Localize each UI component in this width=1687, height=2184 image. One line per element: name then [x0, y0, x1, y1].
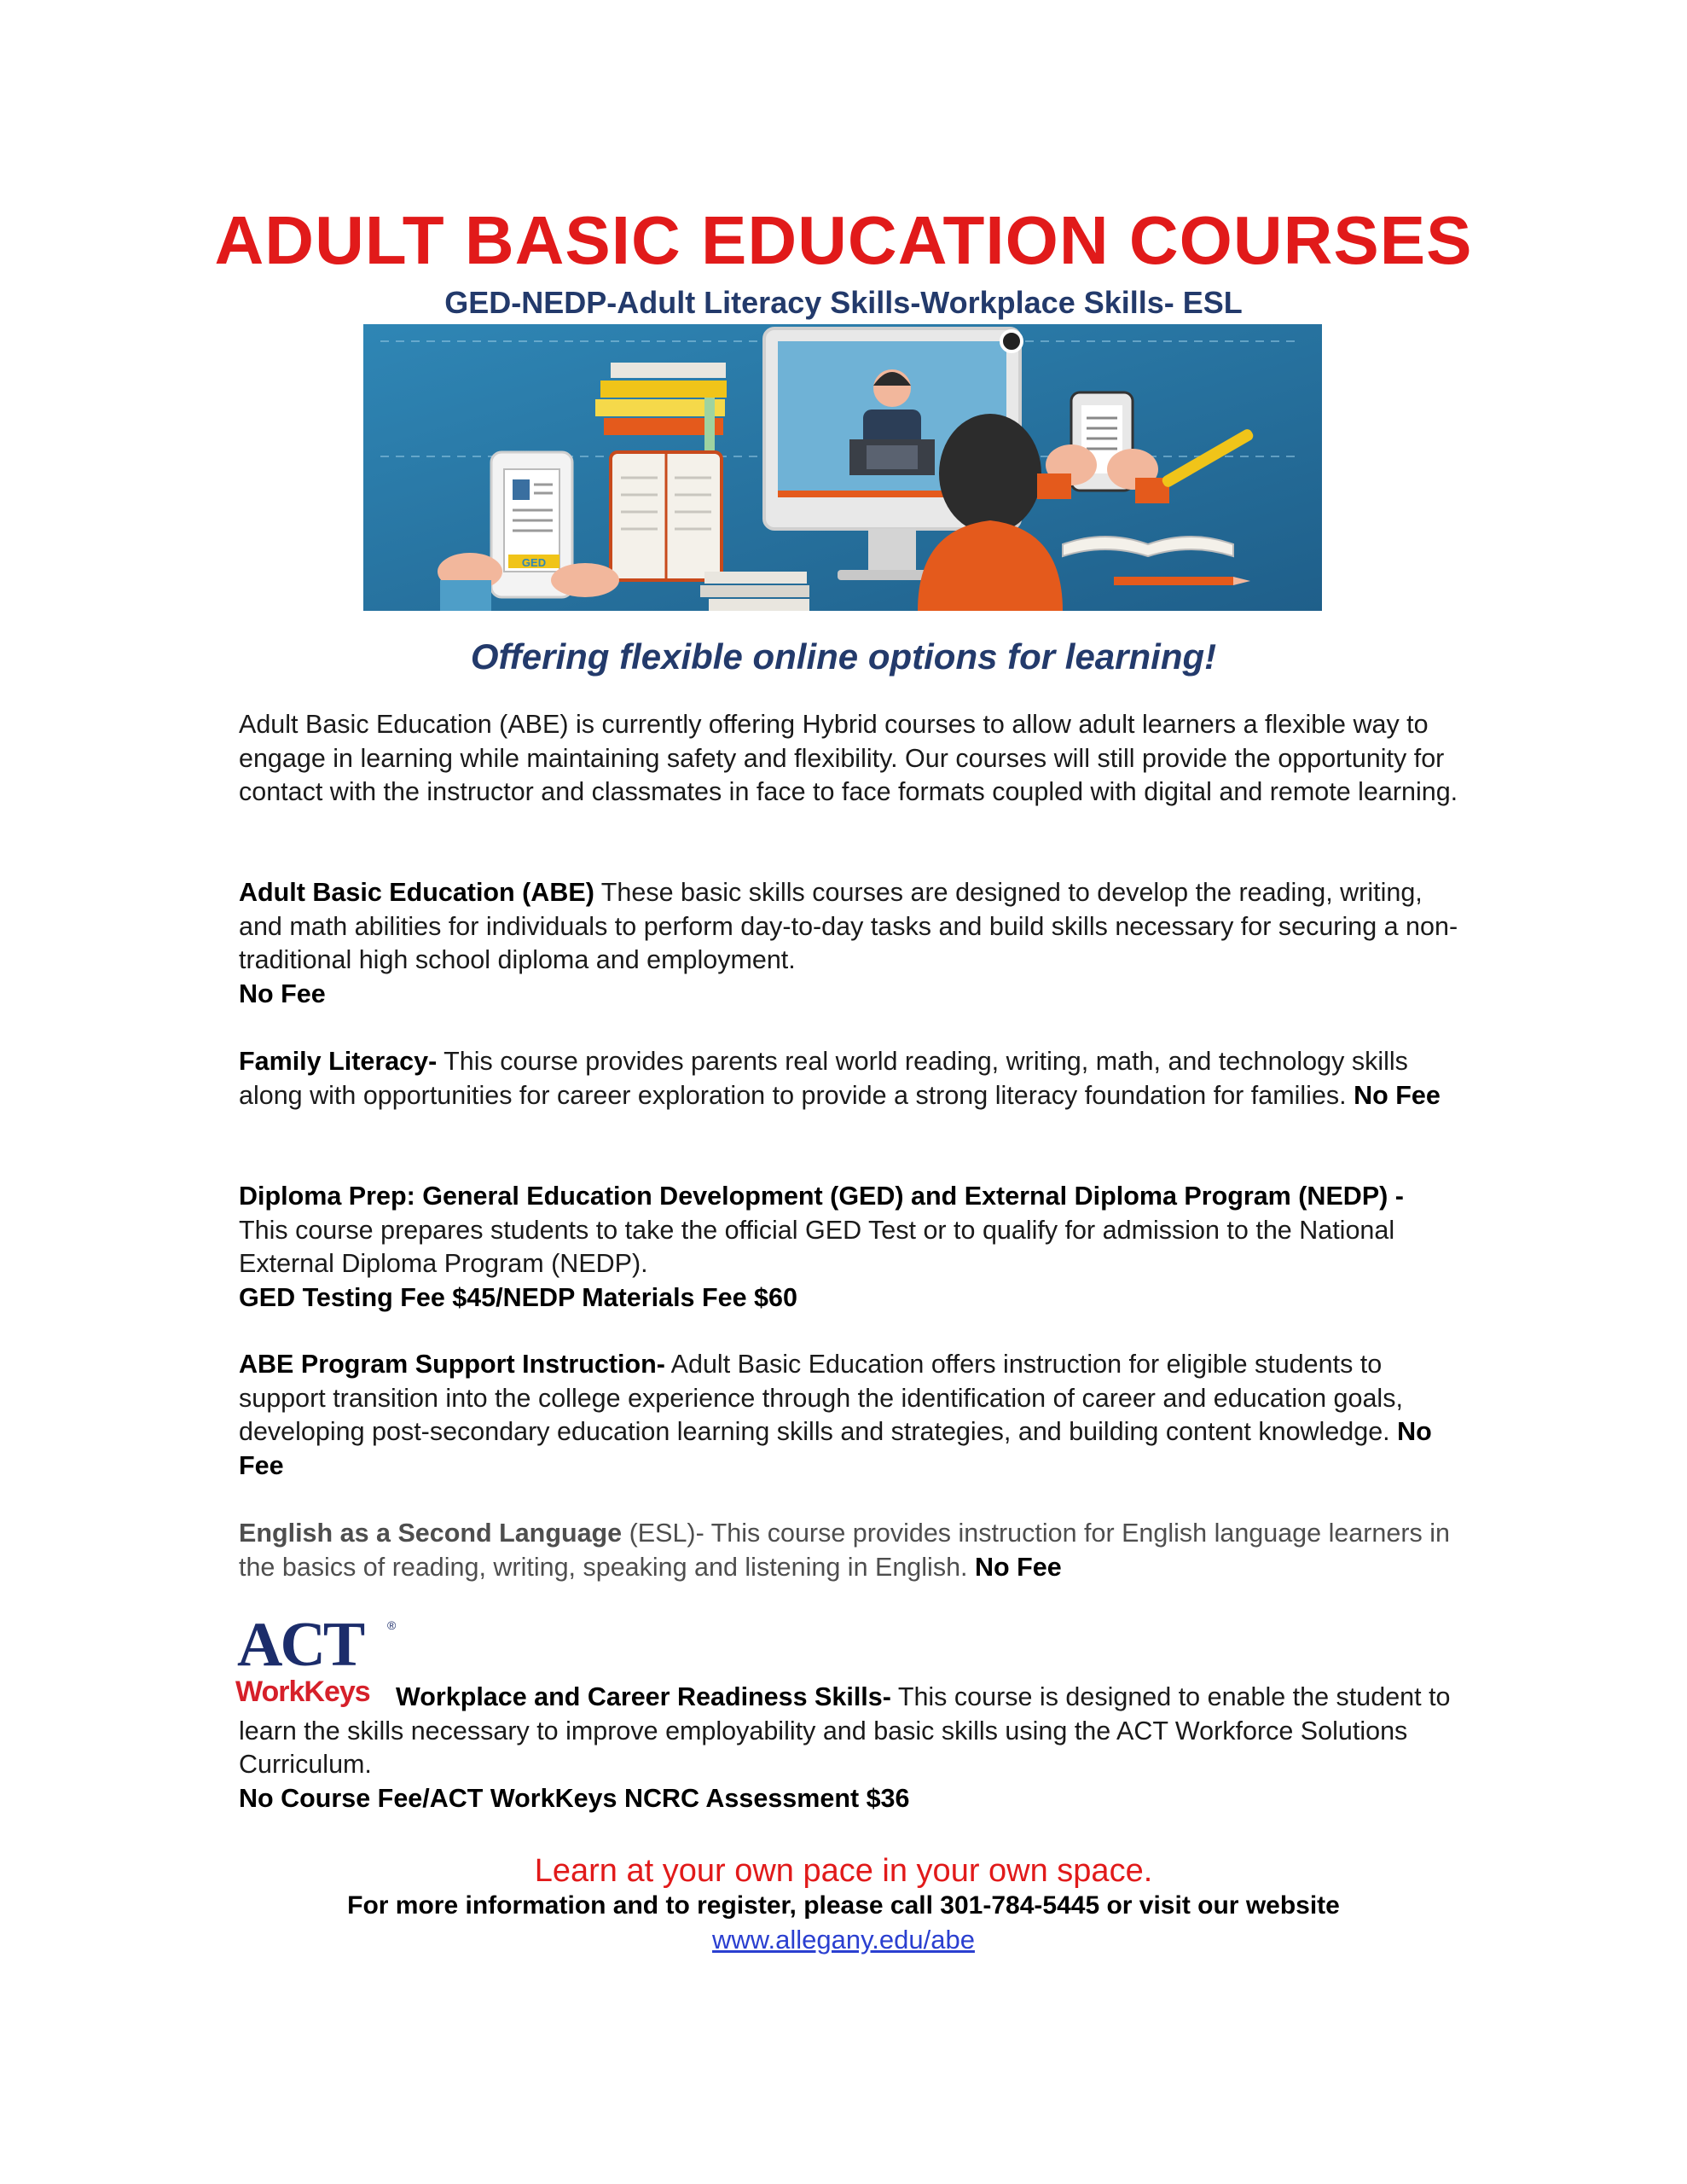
- course-fee: No Fee: [1354, 1080, 1441, 1110]
- course-name: ABE Program Support Instruction-: [239, 1350, 665, 1379]
- svg-text:ACT: ACT: [237, 1612, 363, 1680]
- tagline: Offering flexible online options for learning!: [470, 636, 1217, 677]
- course-diploma-prep: [239, 1180, 1458, 1315]
- course-abe: [239, 876, 1458, 1011]
- intro-paragraph: Adult Basic Education (ABE) is currently offering Hybrid courses to allow adult learners a flexible way to engage in learning while maintaining safety and flexibility. Our courses will still provide the opportunity for contact with the instructor and classmates in face to face formats coupled with digital and remote learning.: [239, 710, 1458, 806]
- course-name: Adult Basic Education (ABE): [239, 878, 594, 907]
- course-esl: [239, 1517, 1458, 1584]
- course-fee: No Course Fee/ACT WorkKeys NCRC Assessment $36: [239, 1783, 910, 1813]
- course-name: Family Literacy-: [239, 1047, 438, 1076]
- online-learning-illustration-icon: [363, 324, 1322, 611]
- course-family-literacy: [239, 1045, 1458, 1112]
- course-description: This course is designed to enable the student to learn the skills necessary to improve employability and basic skills using the ACT Workforce Solutions Curriculum.: [239, 1682, 1451, 1779]
- svg-text:GED: GED: [521, 556, 547, 569]
- course-workplace-skills: [239, 1681, 1458, 1815]
- online-learning-banner: [363, 324, 1322, 611]
- course-name: Diploma Prep: General Education Development (GED) and External Diploma Program (NEDP) -: [239, 1182, 1404, 1211]
- course-description: This course provides parents real world reading, writing, math, and technology skills along with opportunities for career exploration to provide a strong literacy foundation for families.: [239, 1047, 1408, 1110]
- course-fee: No Fee: [974, 1552, 1062, 1582]
- course-name: Workplace and Career Readiness Skills-: [396, 1682, 891, 1711]
- course-description: (ESL)- This course provides instruction for English language learners in the basics of reading, writing, speaking and listening in English.: [239, 1519, 1450, 1582]
- course-name: English as a Second Language: [239, 1519, 623, 1548]
- course-fee: GED Testing Fee $45/NEDP Materials Fee $60: [239, 1282, 797, 1312]
- course-description: Adult Basic Education offers instruction for eligible students to support transition into the college experience through the identification of career and education goals, developing post-secondary education learning skills and strategies, and building content knowledge.: [239, 1350, 1403, 1446]
- course-fee: No Fee: [239, 1417, 1432, 1480]
- svg-text:WorkKeys: WorkKeys: [235, 1676, 370, 1708]
- svg-text:®: ®: [387, 1618, 397, 1632]
- website-link[interactable]: www.allegany.edu/abe: [712, 1925, 975, 1955]
- course-fee: No Fee: [239, 979, 326, 1008]
- footer-pace-slogan: Learn at your own pace in your own space.: [534, 1853, 1153, 1889]
- page-subtitle: GED-NEDP-Adult Literacy Skills-Workplace Skills- ESL: [444, 285, 1243, 320]
- course-program-support: [239, 1348, 1458, 1483]
- page-title: ADULT BASIC EDUCATION COURSES: [214, 202, 1473, 278]
- course-description: These basic skills courses are designed to develop the reading, writing, and math abilities for individuals to perform day-to-day tasks and build skills necessary for securing a non-traditional high school diploma and employment.: [239, 878, 1458, 974]
- footer-contact-info: For more information and to register, please call 301-784-5445 or visit our website: [347, 1891, 1340, 1920]
- course-description: This course prepares students to take the official GED Test or to qualify for admission to the National External Diploma Program (NEDP).: [239, 1215, 1395, 1278]
- footer-website: [0, 1923, 1687, 1957]
